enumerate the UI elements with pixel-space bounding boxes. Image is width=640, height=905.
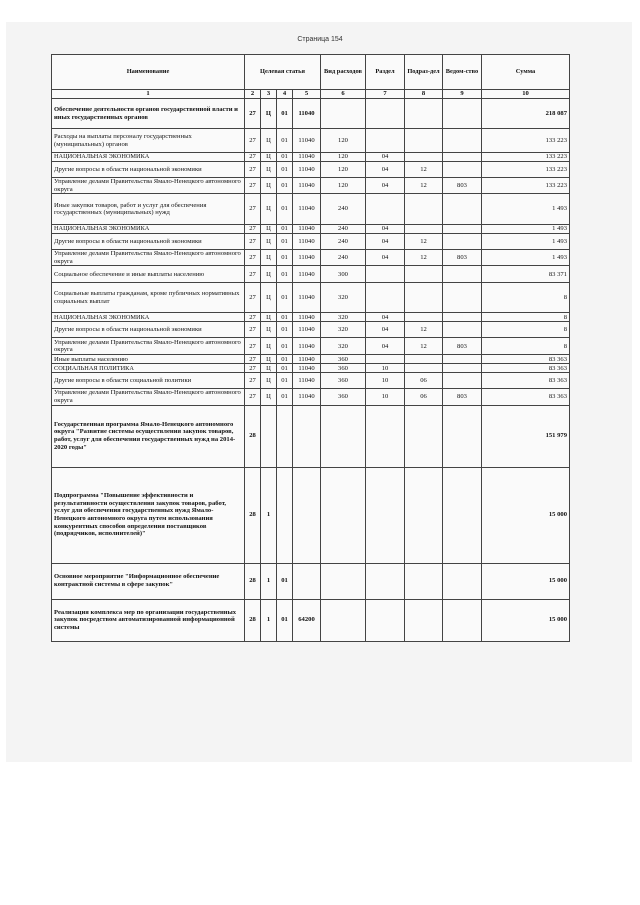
table-row xyxy=(52,405,570,467)
row-code-direction: 11040 xyxy=(293,250,321,266)
row-department: 803 xyxy=(443,389,482,405)
row-code-direction: 11040 xyxy=(293,322,321,338)
row-code-program: 28 xyxy=(245,405,261,467)
row-code-item: 01 xyxy=(277,322,293,338)
row-name: Реализация комплекса мер по организации государственных закупок посредством автоматизированной информационной системы xyxy=(52,599,245,641)
row-code-item: 01 xyxy=(277,313,293,322)
row-sum: 133 223 xyxy=(482,153,570,162)
table-row xyxy=(52,234,570,250)
row-department xyxy=(443,313,482,322)
row-expense-type: 360 xyxy=(321,364,366,373)
row-code-subprogram: Ц xyxy=(261,129,277,153)
row-code-program: 28 xyxy=(245,563,261,599)
row-department: 803 xyxy=(443,250,482,266)
row-expense-type: 320 xyxy=(321,313,366,322)
row-code-program: 27 xyxy=(245,338,261,355)
row-name: НАЦИОНАЛЬНАЯ ЭКОНОМИКА xyxy=(52,225,245,234)
row-subsection: 12 xyxy=(405,162,443,178)
row-code-subprogram: Ц xyxy=(261,283,277,313)
row-sum: 8 xyxy=(482,313,570,322)
row-sum: 133 223 xyxy=(482,178,570,194)
row-code-item: 01 xyxy=(277,338,293,355)
row-code-subprogram: Ц xyxy=(261,364,277,373)
row-expense-type xyxy=(321,563,366,599)
row-sum: 8 xyxy=(482,322,570,338)
row-code-direction xyxy=(293,563,321,599)
row-code-direction: 11040 xyxy=(293,338,321,355)
header-exp-type: Вид расходов xyxy=(321,55,366,90)
row-code-item: 01 xyxy=(277,225,293,234)
table-row xyxy=(52,266,570,283)
row-code-subprogram: Ц xyxy=(261,194,277,225)
row-name: Подпрограмма "Повышение эффективности и результативности осуществления закупок товаров, работ, услуг для обеспечения государственных нужд Ямало-Ненецкого автономного округа путем использования конкурентных способов определения поставщиков (подрядчиков, исполнителей)" xyxy=(52,467,245,563)
row-section xyxy=(366,194,405,225)
row-name: Социальное обеспечение и иные выплаты населению xyxy=(52,266,245,283)
row-code-subprogram: Ц xyxy=(261,178,277,194)
row-section xyxy=(366,283,405,313)
row-expense-type: 360 xyxy=(321,373,366,389)
row-code-subprogram: Ц xyxy=(261,373,277,389)
row-subsection xyxy=(405,153,443,162)
row-code-program: 27 xyxy=(245,178,261,194)
row-code-direction: 11040 xyxy=(293,178,321,194)
row-code-subprogram xyxy=(261,405,277,467)
row-subsection: 12 xyxy=(405,178,443,194)
row-section xyxy=(366,599,405,641)
row-code-item: 01 xyxy=(277,250,293,266)
row-department xyxy=(443,599,482,641)
column-number: 2 xyxy=(245,90,261,99)
row-code-direction: 11040 xyxy=(293,313,321,322)
row-code-direction: 11040 xyxy=(293,355,321,364)
row-code-subprogram: Ц xyxy=(261,153,277,162)
row-department xyxy=(443,225,482,234)
row-sum: 1 493 xyxy=(482,194,570,225)
row-code-subprogram: Ц xyxy=(261,338,277,355)
row-code-item: 01 xyxy=(277,563,293,599)
row-department xyxy=(443,563,482,599)
row-code-subprogram: Ц xyxy=(261,225,277,234)
row-code-direction xyxy=(293,467,321,563)
table-row xyxy=(52,364,570,373)
row-code-item xyxy=(277,467,293,563)
row-name: НАЦИОНАЛЬНАЯ ЭКОНОМИКА xyxy=(52,313,245,322)
row-expense-type: 240 xyxy=(321,234,366,250)
row-sum: 15 000 xyxy=(482,467,570,563)
row-subsection: 12 xyxy=(405,338,443,355)
table-row xyxy=(52,225,570,234)
row-subsection xyxy=(405,99,443,129)
row-name: Обеспечение деятельности органов государственной власти и иных государственных органов xyxy=(52,99,245,129)
column-number: 1 xyxy=(52,90,245,99)
row-sum: 133 223 xyxy=(482,129,570,153)
row-sum: 15 000 xyxy=(482,563,570,599)
row-department xyxy=(443,283,482,313)
table-row xyxy=(52,129,570,153)
table-row xyxy=(52,283,570,313)
row-expense-type: 120 xyxy=(321,153,366,162)
row-code-item: 01 xyxy=(277,234,293,250)
row-department xyxy=(443,194,482,225)
row-code-subprogram: Ц xyxy=(261,322,277,338)
row-code-subprogram: 1 xyxy=(261,467,277,563)
row-expense-type: 320 xyxy=(321,338,366,355)
row-code-program: 27 xyxy=(245,225,261,234)
row-code-direction: 11040 xyxy=(293,266,321,283)
row-department xyxy=(443,322,482,338)
row-name: Управление делами Правительства Ямало-Ненецкого автономного округа xyxy=(52,338,245,355)
row-department xyxy=(443,364,482,373)
column-number: 10 xyxy=(482,90,570,99)
row-section: 04 xyxy=(366,338,405,355)
row-code-direction: 11040 xyxy=(293,364,321,373)
row-code-subprogram: Ц xyxy=(261,162,277,178)
table-row xyxy=(52,153,570,162)
row-expense-type: 240 xyxy=(321,250,366,266)
row-sum: 15 000 xyxy=(482,599,570,641)
row-code-direction: 11040 xyxy=(293,162,321,178)
row-subsection: 12 xyxy=(405,234,443,250)
table-row xyxy=(52,563,570,599)
row-code-direction: 64200 xyxy=(293,599,321,641)
row-section: 10 xyxy=(366,364,405,373)
row-section: 10 xyxy=(366,373,405,389)
row-section xyxy=(366,563,405,599)
table-row xyxy=(52,194,570,225)
row-name: Другие вопросы в области национальной экономики xyxy=(52,162,245,178)
row-code-item: 01 xyxy=(277,162,293,178)
row-code-direction: 11040 xyxy=(293,129,321,153)
row-subsection xyxy=(405,364,443,373)
row-section: 04 xyxy=(366,322,405,338)
table-row xyxy=(52,373,570,389)
page-number-label: Страница 154 xyxy=(297,36,343,43)
table-row xyxy=(52,99,570,129)
row-name: Основное мероприятие "Информационное обеспечение контрактной системы в сфере закупок" xyxy=(52,563,245,599)
row-sum: 83 363 xyxy=(482,355,570,364)
row-subsection: 12 xyxy=(405,322,443,338)
row-department xyxy=(443,405,482,467)
row-section: 04 xyxy=(366,162,405,178)
table-row xyxy=(52,389,570,405)
row-name: Иные выплаты населению xyxy=(52,355,245,364)
table-row xyxy=(52,178,570,194)
row-name: Расходы на выплаты персоналу государственных (муниципальных) органов xyxy=(52,129,245,153)
row-subsection xyxy=(405,225,443,234)
row-department xyxy=(443,266,482,283)
column-number-row xyxy=(52,90,570,99)
row-name: Управление делами Правительства Ямало-Ненецкого автономного округа xyxy=(52,389,245,405)
row-subsection xyxy=(405,599,443,641)
row-subsection xyxy=(405,194,443,225)
row-subsection xyxy=(405,405,443,467)
row-section: 04 xyxy=(366,153,405,162)
row-code-program: 27 xyxy=(245,99,261,129)
row-name: Управление делами Правительства Ямало-Ненецкого автономного округа xyxy=(52,250,245,266)
row-code-item xyxy=(277,405,293,467)
row-sum: 8 xyxy=(482,338,570,355)
table-row xyxy=(52,250,570,266)
row-code-direction: 11040 xyxy=(293,234,321,250)
row-code-direction: 11040 xyxy=(293,194,321,225)
row-section: 04 xyxy=(366,225,405,234)
row-code-program: 27 xyxy=(245,266,261,283)
row-sum: 83 371 xyxy=(482,266,570,283)
row-code-program: 27 xyxy=(245,283,261,313)
row-department xyxy=(443,355,482,364)
row-code-direction xyxy=(293,405,321,467)
row-expense-type: 320 xyxy=(321,283,366,313)
row-section: 04 xyxy=(366,313,405,322)
table-row xyxy=(52,599,570,641)
row-code-program: 27 xyxy=(245,129,261,153)
row-expense-type: 240 xyxy=(321,225,366,234)
row-code-program: 27 xyxy=(245,153,261,162)
row-subsection xyxy=(405,129,443,153)
row-section xyxy=(366,99,405,129)
row-code-direction: 11040 xyxy=(293,225,321,234)
table-row xyxy=(52,338,570,355)
row-section xyxy=(366,405,405,467)
row-code-subprogram: Ц xyxy=(261,266,277,283)
row-code-direction: 11040 xyxy=(293,99,321,129)
row-section: 04 xyxy=(366,250,405,266)
row-sum: 83 363 xyxy=(482,389,570,405)
row-code-subprogram: 1 xyxy=(261,563,277,599)
row-code-item: 01 xyxy=(277,283,293,313)
row-name: Социальные выплаты гражданам, кроме публичных нормативных социальных выплат xyxy=(52,283,245,313)
row-code-direction: 11040 xyxy=(293,373,321,389)
table-header-row xyxy=(52,55,570,90)
row-code-item: 01 xyxy=(277,153,293,162)
row-code-item: 01 xyxy=(277,389,293,405)
row-code-item: 01 xyxy=(277,364,293,373)
row-department xyxy=(443,99,482,129)
row-expense-type: 360 xyxy=(321,355,366,364)
row-code-subprogram: Ц xyxy=(261,355,277,364)
row-department xyxy=(443,162,482,178)
row-code-item: 01 xyxy=(277,355,293,364)
row-code-item: 01 xyxy=(277,266,293,283)
row-section: 10 xyxy=(366,389,405,405)
row-code-program: 27 xyxy=(245,389,261,405)
column-number: 9 xyxy=(443,90,482,99)
row-code-subprogram: 1 xyxy=(261,599,277,641)
header-target: Целевая статья xyxy=(245,55,321,90)
row-expense-type: 120 xyxy=(321,178,366,194)
row-code-subprogram: Ц xyxy=(261,234,277,250)
row-code-subprogram: Ц xyxy=(261,250,277,266)
row-code-program: 27 xyxy=(245,355,261,364)
row-code-item: 01 xyxy=(277,373,293,389)
row-department xyxy=(443,373,482,389)
row-code-program: 28 xyxy=(245,467,261,563)
row-expense-type xyxy=(321,405,366,467)
budget-table xyxy=(51,54,570,642)
row-sum: 218 087 xyxy=(482,99,570,129)
row-department xyxy=(443,129,482,153)
column-number: 7 xyxy=(366,90,405,99)
row-name: Управление делами Правительства Ямало-Ненецкого автономного округа xyxy=(52,178,245,194)
row-sum: 83 363 xyxy=(482,373,570,389)
row-code-item: 01 xyxy=(277,194,293,225)
header-dept: Ведом-ство xyxy=(443,55,482,90)
row-code-program: 27 xyxy=(245,250,261,266)
header-sum: Сумма xyxy=(482,55,570,90)
row-code-direction: 11040 xyxy=(293,283,321,313)
row-subsection xyxy=(405,313,443,322)
row-expense-type: 240 xyxy=(321,194,366,225)
row-code-direction: 11040 xyxy=(293,389,321,405)
row-code-program: 27 xyxy=(245,234,261,250)
row-expense-type xyxy=(321,99,366,129)
row-sum: 8 xyxy=(482,283,570,313)
row-code-item: 01 xyxy=(277,129,293,153)
row-code-program: 27 xyxy=(245,313,261,322)
row-subsection: 06 xyxy=(405,389,443,405)
row-expense-type xyxy=(321,599,366,641)
row-code-subprogram: Ц xyxy=(261,389,277,405)
header-section: Раздел xyxy=(366,55,405,90)
header-name: Наименование xyxy=(52,55,245,90)
row-section xyxy=(366,355,405,364)
row-subsection: 12 xyxy=(405,250,443,266)
row-expense-type: 120 xyxy=(321,162,366,178)
row-section xyxy=(366,467,405,563)
row-code-program: 27 xyxy=(245,322,261,338)
row-department xyxy=(443,467,482,563)
row-department: 803 xyxy=(443,338,482,355)
table-row xyxy=(52,162,570,178)
header-subsection: Подраз-дел xyxy=(405,55,443,90)
column-number: 5 xyxy=(293,90,321,99)
row-subsection: 06 xyxy=(405,373,443,389)
column-number: 3 xyxy=(261,90,277,99)
row-section xyxy=(366,129,405,153)
row-name: Другие вопросы в области национальной экономики xyxy=(52,322,245,338)
row-sum: 133 223 xyxy=(482,162,570,178)
row-sum: 83 363 xyxy=(482,364,570,373)
row-code-item: 01 xyxy=(277,178,293,194)
row-subsection xyxy=(405,266,443,283)
row-code-program: 28 xyxy=(245,599,261,641)
row-code-program: 27 xyxy=(245,162,261,178)
row-name: НАЦИОНАЛЬНАЯ ЭКОНОМИКА xyxy=(52,153,245,162)
row-subsection xyxy=(405,467,443,563)
row-expense-type: 300 xyxy=(321,266,366,283)
row-expense-type: 120 xyxy=(321,129,366,153)
row-subsection xyxy=(405,355,443,364)
table-row xyxy=(52,313,570,322)
row-name: Другие вопросы в области социальной политики xyxy=(52,373,245,389)
row-name: Другие вопросы в области национальной экономики xyxy=(52,234,245,250)
row-name: Иные закупки товаров, работ и услуг для обеспечения государственных (муниципальных) нужд xyxy=(52,194,245,225)
row-department xyxy=(443,153,482,162)
row-expense-type xyxy=(321,467,366,563)
row-code-program: 27 xyxy=(245,194,261,225)
row-sum: 1 493 xyxy=(482,250,570,266)
row-department: 803 xyxy=(443,178,482,194)
row-code-subprogram: Ц xyxy=(261,99,277,129)
row-sum: 1 493 xyxy=(482,225,570,234)
row-subsection xyxy=(405,563,443,599)
row-section: 04 xyxy=(366,178,405,194)
row-section xyxy=(366,266,405,283)
row-section: 04 xyxy=(366,234,405,250)
row-sum: 151 979 xyxy=(482,405,570,467)
row-subsection xyxy=(405,283,443,313)
row-name: Государственная программа Ямало-Ненецкого автономного округа "Развитие системы осуществления закупок товаров, работ, услуг для обеспечения государственных нужд на 2014-2020 годы" xyxy=(52,405,245,467)
row-code-item: 01 xyxy=(277,599,293,641)
row-code-subprogram: Ц xyxy=(261,313,277,322)
row-department xyxy=(443,234,482,250)
row-code-program: 27 xyxy=(245,364,261,373)
row-sum: 1 493 xyxy=(482,234,570,250)
row-expense-type: 320 xyxy=(321,322,366,338)
column-number: 4 xyxy=(277,90,293,99)
table-row xyxy=(52,322,570,338)
row-code-program: 27 xyxy=(245,373,261,389)
table-row xyxy=(52,467,570,563)
table-row xyxy=(52,355,570,364)
row-code-item: 01 xyxy=(277,99,293,129)
row-expense-type: 360 xyxy=(321,389,366,405)
column-number: 6 xyxy=(321,90,366,99)
row-name: СОЦИАЛЬНАЯ ПОЛИТИКА xyxy=(52,364,245,373)
column-number: 8 xyxy=(405,90,443,99)
row-code-direction: 11040 xyxy=(293,153,321,162)
